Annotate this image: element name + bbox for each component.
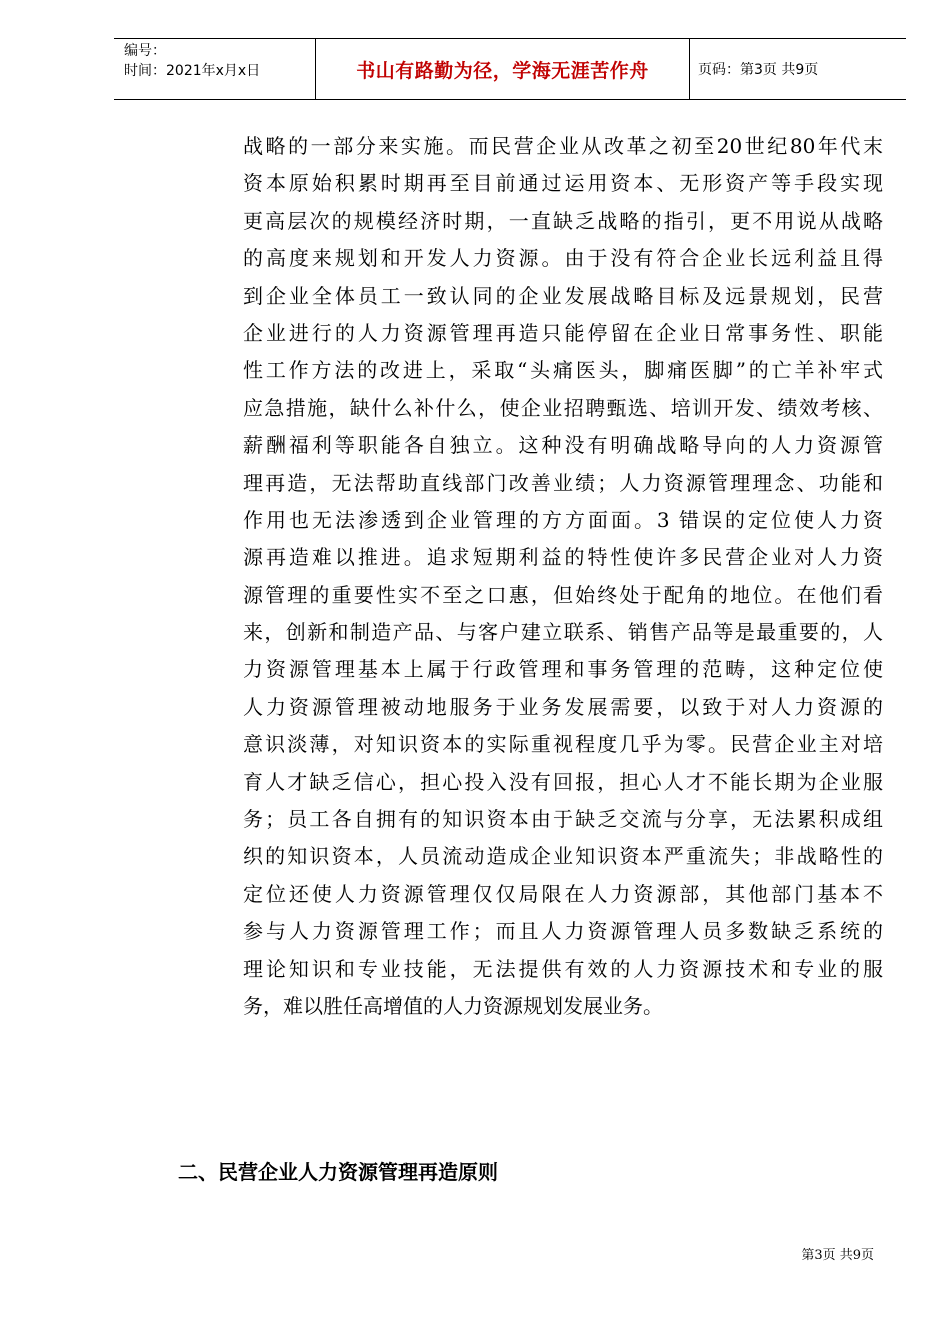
- body-line: 务；员工各自拥有的知识资本由于缺乏交流与分享，无法累积成组: [243, 807, 883, 832]
- header-motto: 书山有路勤为径，学海无涯苦作舟: [356, 59, 649, 82]
- body-line: 到企业全体员工一致认同的企业发展战略目标及远景规划，民营: [243, 283, 883, 308]
- header-number-label: 编号：: [124, 43, 166, 59]
- section-heading: 二、民营企业人力资源管理再造原则: [178, 1160, 498, 1184]
- body-line: 定位还使人力资源管理仅仅局限在人力资源部，其他部门基本不: [243, 881, 883, 906]
- body-line: 力资源管理基本上属于行政管理和事务管理的范畴，这种定位使: [243, 657, 883, 682]
- page-header: [114, 38, 906, 100]
- body-line: 源再造难以推进。追求短期利益的特性使许多民营企业对人力资: [243, 545, 883, 570]
- body-line: 织的知识资本，人员流动造成企业知识资本严重流失；非战略性的: [243, 844, 883, 869]
- body-line: 意识淡薄，对知识资本的实际重视程度几乎为零。民营企业主对培: [243, 732, 883, 757]
- body-line: 战略的一部分来实施。而民营企业从改革之初至20世纪80年代末: [243, 134, 883, 158]
- header-motto-cell: [316, 39, 690, 99]
- body-line: 参与人力资源管理工作；而且人力资源管理人员多数缺乏系统的: [243, 919, 883, 944]
- body-line: 理再造，无法帮助直线部门改善业绩；人力资源管理理念、功能和: [243, 470, 883, 495]
- body-line: 育人才缺乏信心，担心投入没有回报，担心人才不能长期为企业服: [243, 769, 883, 794]
- body-line: 务，难以胜任高增值的人力资源规划发展业务。: [243, 993, 663, 1018]
- header-page-cell: [690, 39, 906, 99]
- body-line: 企业进行的人力资源管理再造只能停留在企业日常事务性、职能: [243, 320, 883, 345]
- header-meta: [114, 39, 316, 99]
- header-page-label: 页码：第3页 共9页: [698, 62, 819, 78]
- body-line: 人力资源管理被动地服务于业务发展需要，以致于对人力资源的: [243, 694, 883, 719]
- body-line: 应急措施，缺什么补什么，使企业招聘甄选、培训开发、绩效考核、: [243, 395, 883, 420]
- body-line: 理论知识和专业技能，无法提供有效的人力资源技术和专业的服: [243, 956, 883, 981]
- body-line: 资本原始积累时期再至目前通过运用资本、无形资产等手段实现: [243, 171, 883, 196]
- body-line: 作用也无法渗透到企业管理的方方面面。3 错误的定位使人力资: [243, 507, 883, 532]
- footer-page-number: 第3页 共9页: [801, 1248, 874, 1263]
- header-time-label: 时间：2021年x月x日: [124, 63, 261, 79]
- body-line: 的高度来规划和开发人力资源。由于没有符合企业长远利益且得: [243, 246, 883, 271]
- body-line: 来，创新和制造产品、与客户建立联系、销售产品等是最重要的，人: [243, 620, 883, 645]
- body-line: 薪酬福利等职能各自独立。这种没有明确战略导向的人力资源管: [243, 433, 883, 458]
- body-paragraph: [243, 128, 883, 1025]
- body-line: 性工作方法的改进上，采取“头痛医头，脚痛医脚”的亡羊补牢式: [243, 358, 883, 383]
- body-line: 更高层次的规模经济时期，一直缺乏战略的指引，更不用说从战略: [243, 208, 883, 233]
- body-line: 源管理的重要性实不至之口惠，但始终处于配角的地位。在他们看: [243, 582, 883, 607]
